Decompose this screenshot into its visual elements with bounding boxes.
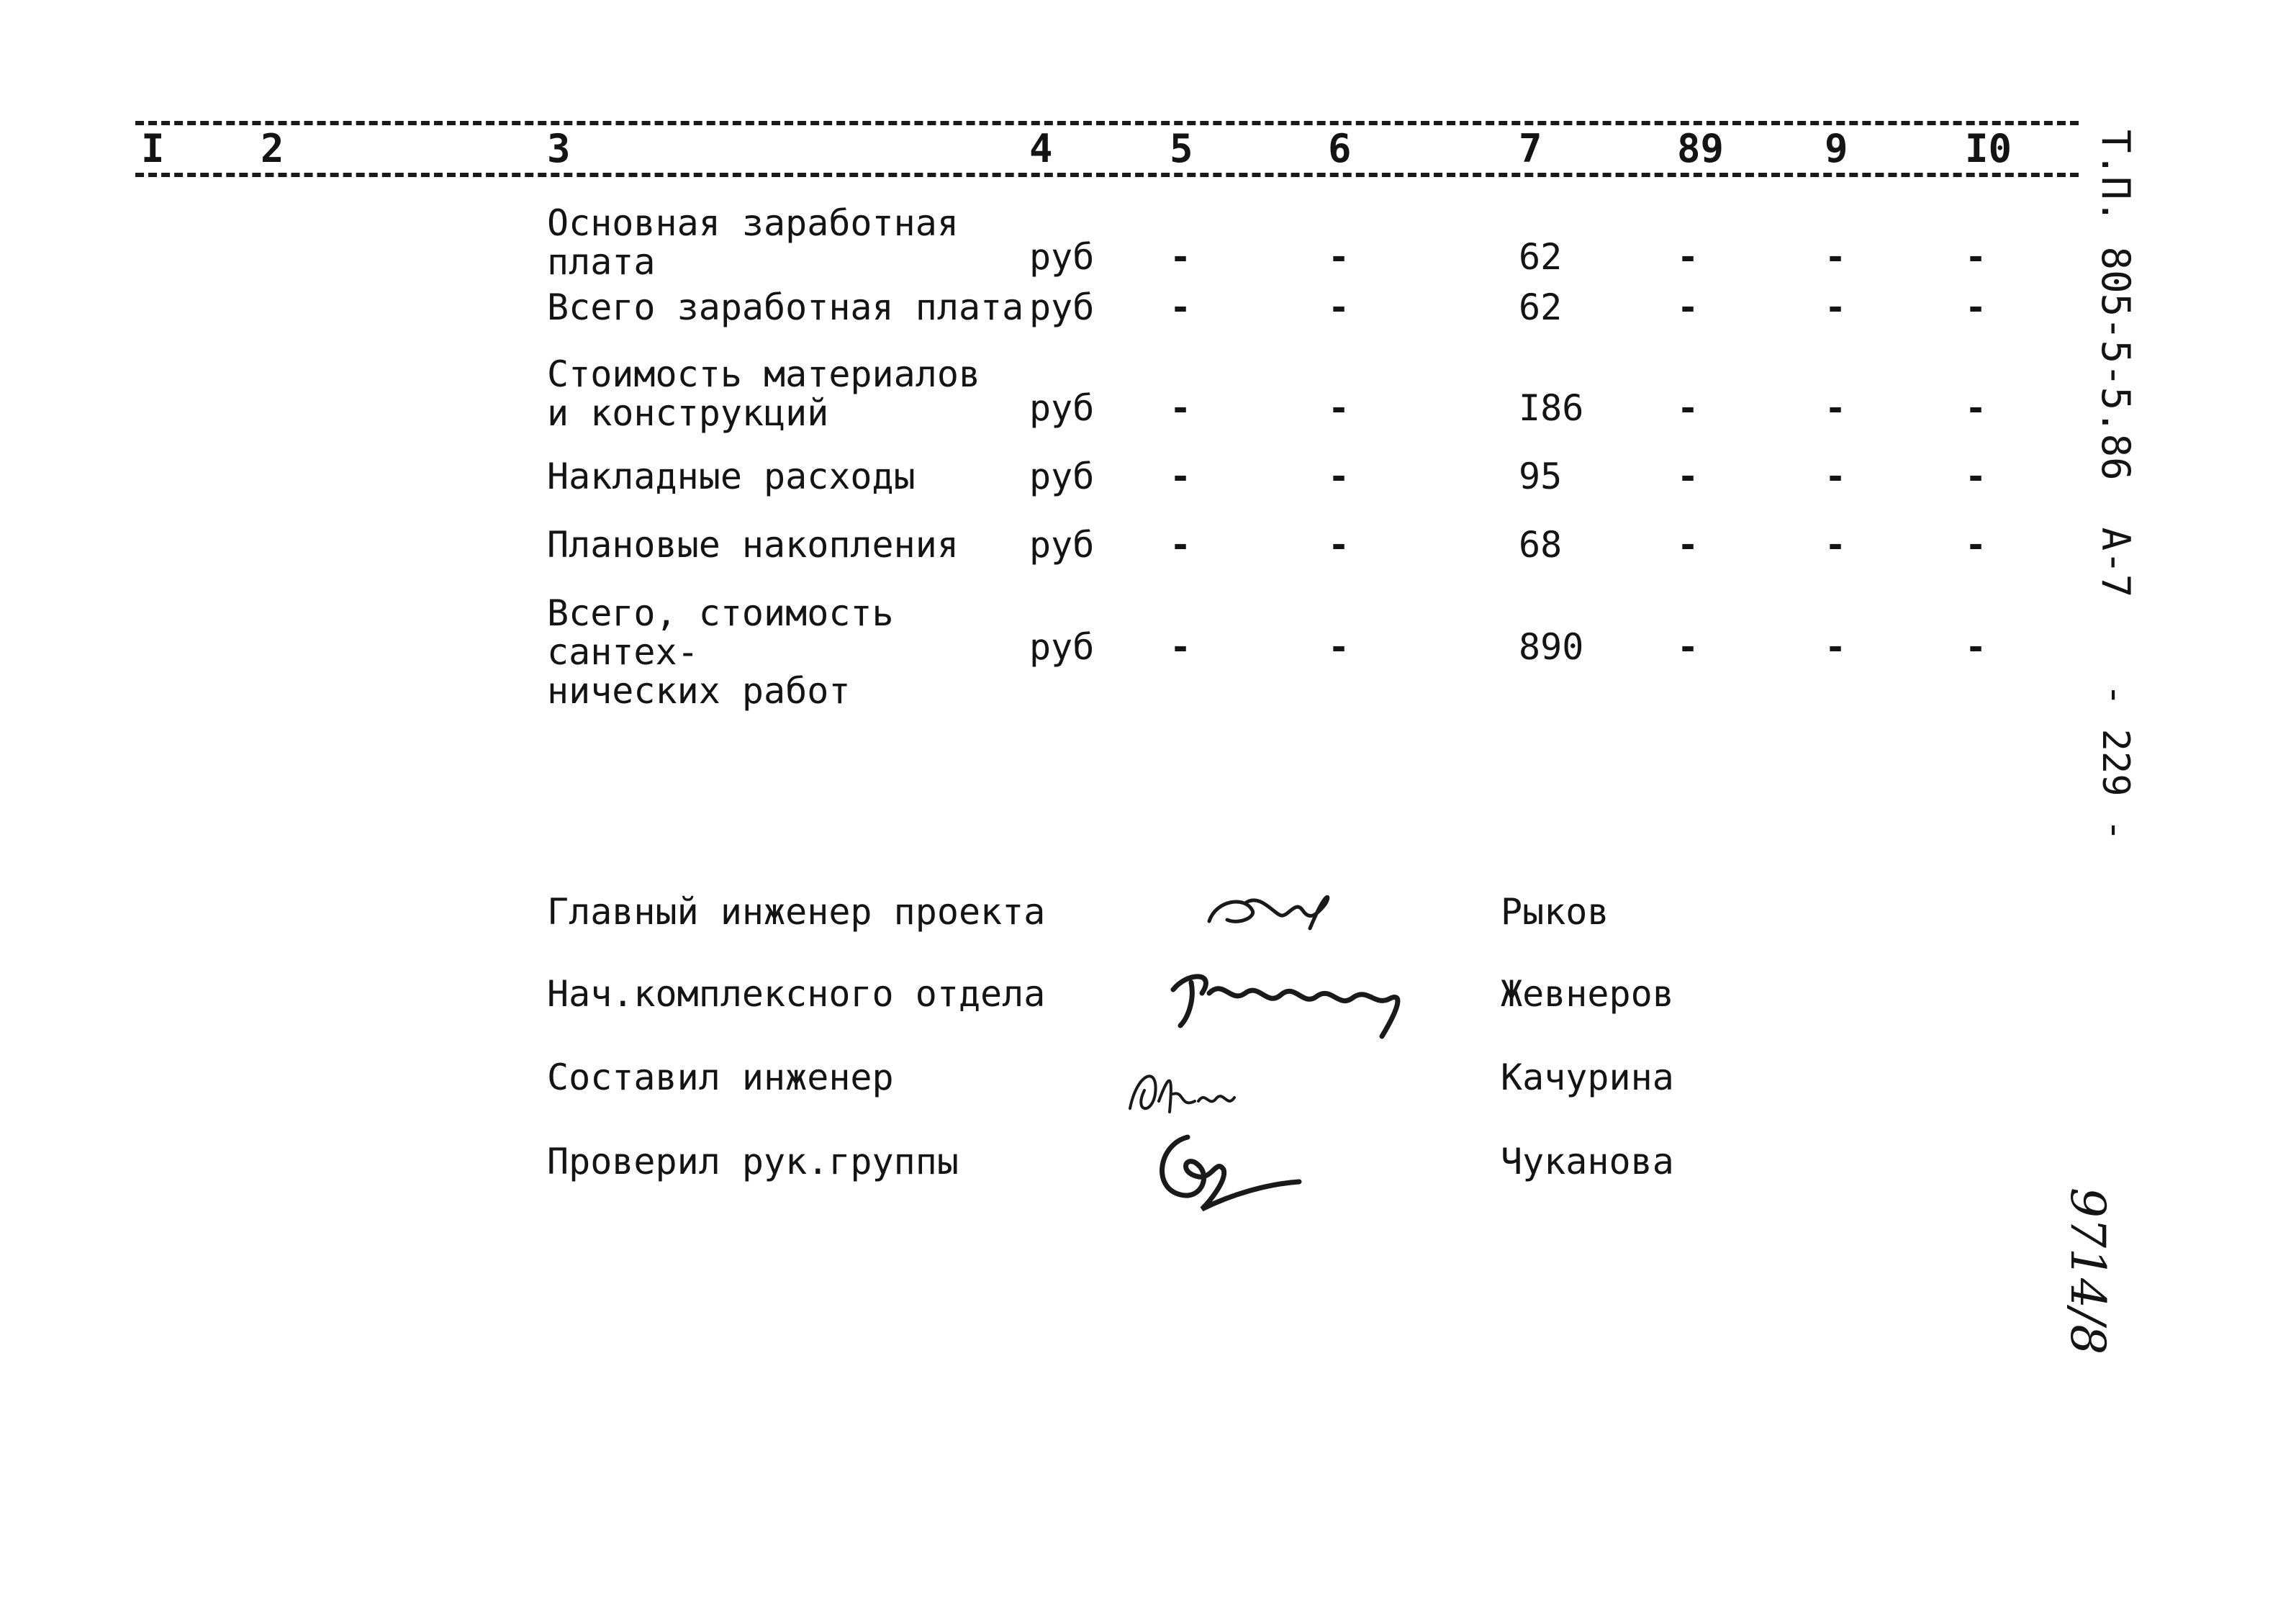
row-label: Всего заработная плата — [547, 286, 1024, 328]
row-col8: - — [1677, 236, 1699, 278]
row-col10: - — [1965, 236, 1987, 278]
row-unit: руб — [1029, 626, 1095, 668]
row-col7: 62 — [1519, 286, 1563, 328]
row-col6: - — [1328, 456, 1350, 497]
col-header-10: I0 — [1965, 126, 2012, 171]
header-top-rule — [135, 121, 2079, 125]
row-unit: руб — [1029, 387, 1095, 429]
row-col7: I86 — [1519, 387, 1584, 429]
header-bottom-rule — [135, 173, 2079, 177]
signature-name: Жевнеров — [1501, 973, 1674, 1015]
archive-number: 9714/8 — [2060, 1188, 2115, 1355]
col-header-8: 89 — [1677, 126, 1725, 171]
row-unit: руб — [1029, 524, 1095, 566]
row-col10: - — [1965, 456, 1987, 497]
row-col10: - — [1965, 524, 1987, 566]
row-col5: - — [1170, 456, 1192, 497]
row-col8: - — [1677, 286, 1699, 328]
row-col6: - — [1328, 387, 1350, 429]
signature-role: Составил инженер — [547, 1057, 894, 1098]
row-col7: 62 — [1519, 236, 1563, 278]
handwritten-signature-icon — [1144, 1116, 1310, 1223]
row-col5: - — [1170, 524, 1192, 566]
row-col9: - — [1825, 387, 1847, 429]
row-col5: - — [1170, 387, 1192, 429]
row-col9: - — [1825, 236, 1847, 278]
signature-name: Качурина — [1501, 1057, 1674, 1098]
row-col8: - — [1677, 626, 1699, 668]
row-label: Плановые накопления — [547, 524, 959, 566]
row-col7: 68 — [1519, 524, 1563, 566]
signature-name: Рыков — [1501, 891, 1609, 933]
col-header-9: 9 — [1825, 126, 1848, 171]
signature-role: Проверил рук.группы — [547, 1141, 959, 1182]
row-col10: - — [1965, 286, 1987, 328]
document-code: Т.П. 805-5-5.86 А-7 — [2093, 130, 2138, 598]
row-col9: - — [1825, 456, 1847, 497]
row-col8: - — [1677, 456, 1699, 497]
row-unit: руб — [1029, 236, 1095, 278]
row-label: Всего, стоимость сантех- нических работ — [547, 592, 894, 712]
col-header-3: 3 — [547, 126, 571, 171]
row-unit: руб — [1029, 456, 1095, 497]
col-header-1: I — [141, 126, 165, 171]
row-col8: - — [1677, 524, 1699, 566]
row-col10: - — [1965, 387, 1987, 429]
row-col6: - — [1328, 286, 1350, 328]
signature-name: Чуканова — [1501, 1141, 1674, 1182]
col-header-7: 7 — [1519, 126, 1542, 171]
signature-role: Нач.комплексного отдела — [547, 973, 1046, 1015]
row-col9: - — [1825, 626, 1847, 668]
row-col6: - — [1328, 524, 1350, 566]
row-col7: 95 — [1519, 456, 1563, 497]
col-header-6: 6 — [1328, 126, 1352, 171]
row-label: Основная заработная плата — [547, 202, 959, 283]
col-header-5: 5 — [1170, 126, 1193, 171]
row-col5: - — [1170, 236, 1192, 278]
row-col5: - — [1170, 626, 1192, 668]
row-label: Накладные расходы — [547, 456, 916, 497]
row-col10: - — [1965, 626, 1987, 668]
row-col6: - — [1328, 626, 1350, 668]
row-col8: - — [1677, 387, 1699, 429]
row-unit: руб — [1029, 286, 1095, 328]
row-col7: 890 — [1519, 626, 1584, 668]
col-header-2: 2 — [261, 126, 284, 171]
handwritten-signature-icon — [1159, 950, 1425, 1051]
handwritten-signature-icon — [1195, 871, 1368, 950]
col-header-4: 4 — [1029, 126, 1053, 171]
row-col6: - — [1328, 236, 1350, 278]
row-col9: - — [1825, 524, 1847, 566]
row-col5: - — [1170, 286, 1192, 328]
row-label: Стоимость материалов и конструкций — [547, 353, 981, 434]
page-number: - 229 - — [2094, 684, 2137, 842]
row-col9: - — [1825, 286, 1847, 328]
signature-role: Главный инженер проекта — [547, 891, 1046, 933]
